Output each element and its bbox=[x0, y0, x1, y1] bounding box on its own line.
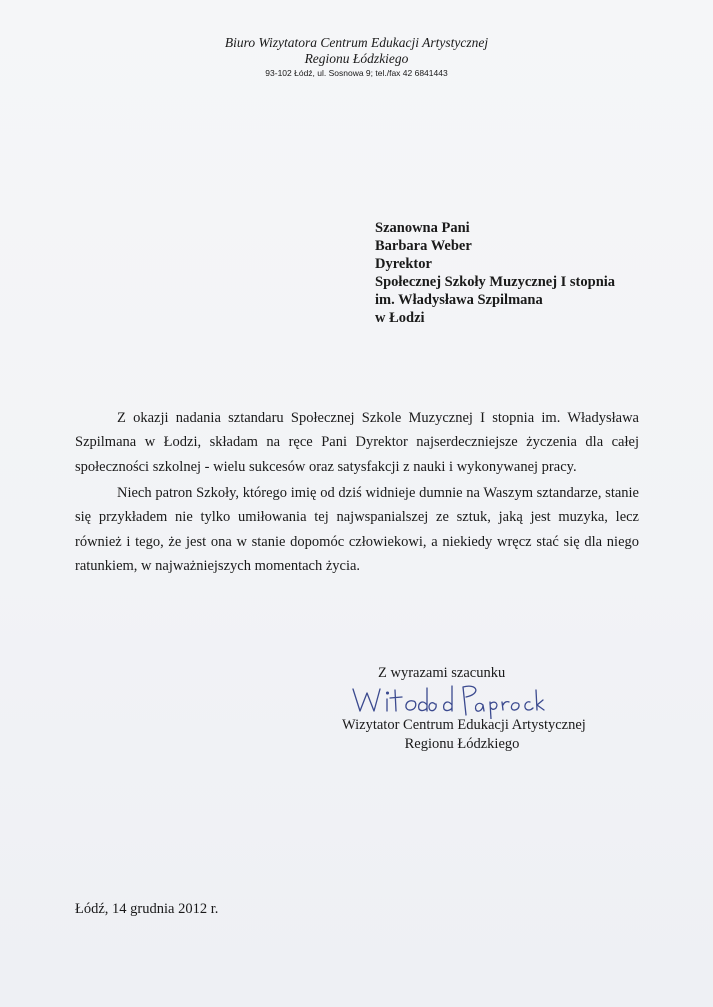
letter-paragraph-2: Niech patron Szkoły, którego imię od dziś widnieje dumnie na Waszym sztandarze, stanie się przykładem nie tylko umiłowania tej najwspanialszej ze sztuk, jaką jest muzyka, lecz również i tego, że jest ona w stanie dopomóc człowiekowi, a niekiedy wręcz stać się dla niego ratunkiem, w najważniejszych momentach życia. bbox=[75, 484, 639, 574]
signature-title bbox=[342, 716, 586, 754]
letterhead-region: Regionu Łódzkiego bbox=[304, 51, 409, 66]
letterhead-title: Biuro Wizytatora Centrum Edukacji Artystycznej bbox=[224, 35, 489, 50]
recipient-city: w Łodzi bbox=[375, 310, 425, 326]
recipient-block bbox=[375, 219, 615, 327]
recipient-salutation: Szanowna Pani bbox=[375, 220, 470, 236]
letter-date: Łódź, 14 grudnia 2012 r. bbox=[75, 901, 219, 917]
closing-phrase: Z wyrazami szacunku bbox=[378, 665, 506, 681]
letter-paragraph-1: Z okazji nadania sztandaru Społecznej Szkole Muzycznej I stopnia im. Władysława Szpilmana w Łodzi, składam na ręce Pani Dyrektor najserdeczniejsze życzenia dla całej społeczności szkolnej - wielu sukcesów oraz satysfakcji z nauki i wykonywanej pracy. bbox=[75, 409, 639, 475]
signature-title-line-1: Wizytator Centrum Edukacji Artystycznej bbox=[342, 717, 586, 733]
handwritten-signature bbox=[345, 677, 545, 719]
letterhead-address: 93-102 Łódź, ul. Sosnowa 9; tel./fax 42 6841443 bbox=[265, 68, 448, 78]
signature-title-line-2: Regionu Łódzkiego bbox=[404, 736, 520, 752]
recipient-school: Społecznej Szkoły Muzycznej I stopnia bbox=[375, 274, 616, 290]
recipient-name: Barbara Weber bbox=[375, 238, 472, 254]
recipient-school-patron: im. Władysława Szpilmana bbox=[375, 292, 543, 308]
recipient-position: Dyrektor bbox=[375, 256, 432, 272]
